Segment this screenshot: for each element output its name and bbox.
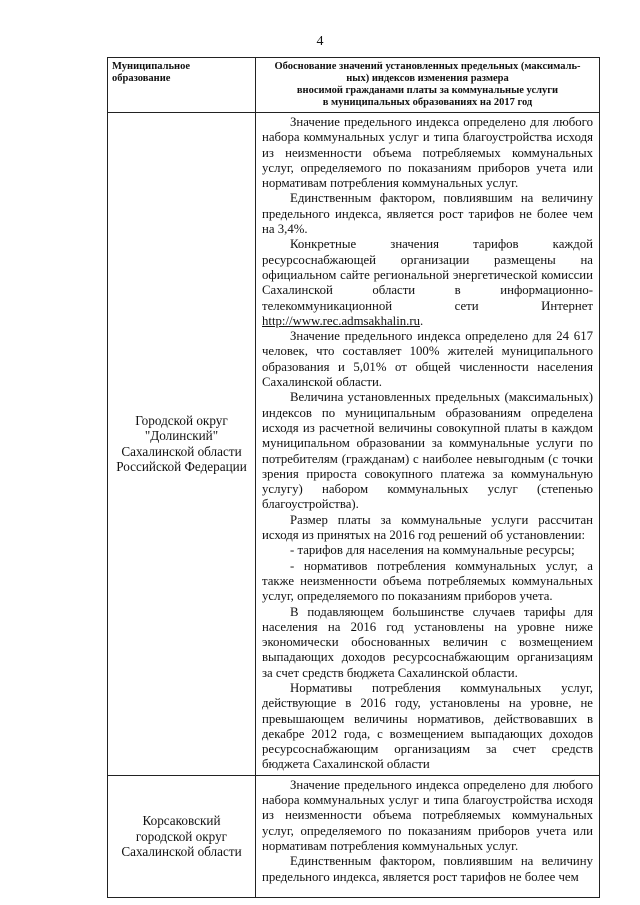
paragraph-text: Конкретные значения тарифов каждой ресурсоснабжающей организации размещены на официальном сайте региональной энергетической комиссии Сахалинской области в информационно-телекоммуникационной сети Интернет	[262, 237, 593, 313]
paragraph: Значение предельного индекса определено для любого набора коммунальных услуг и типа благоустройства исходя из неизменности объема потребляемых коммунальных услуг, определяемого по показаниям приборов учета или нормативам потребления коммунальных услуг.	[262, 115, 593, 191]
header-line: ных) индексов изменения размера	[346, 73, 509, 84]
paragraph: Нормативы потребления коммунальных услуг, действующие в 2016 году, установлены на уровне, не превышающем величины нормативов, действовавших в декабре 2012 года, с возмещением выпадающих доходов ресурсоснабжающим организациям за счет средств бюджета Сахалинской области	[262, 680, 593, 772]
table-row	[108, 775, 600, 897]
header-justification	[256, 58, 600, 113]
header-line: в муниципальных образованиях на 2017 год	[322, 97, 533, 108]
paragraph: В подавляющем большинстве случаев тарифы для населения на 2016 год установлены на уровне ниже экономически обоснованных величин с возмещением выпадающих доходов ресурсоснабжающим организациям за счет средств бюджета Сахалинской области.	[262, 604, 593, 680]
cell-content	[262, 778, 593, 895]
municipality-line: Российской Федерации	[116, 459, 247, 475]
paragraph: Значение предельного индекса определено для 24 617 человек, что составляет 100% жителей муниципального образования и 5,01% от общей численности населения Сахалинской области.	[262, 329, 593, 390]
municipality-line: "Долинский"	[144, 428, 219, 444]
paragraph: Величина установленных предельных (максимальных) индексов по муниципальным образованиям определена исходя из расчетной величины совокупной платы в каждом муниципальном образовании за коммунальные услуги по потребителям (гражданам) с наиболее невыгодным (с точки зрения прироста совокупного платежа за коммунальную услугу) набором коммунальных услуг (степенью благоустройства).	[262, 390, 593, 512]
paragraph: Размер платы за коммунальные услуги рассчитан исходя из принятых на 2016 год решений об установлении:	[262, 512, 593, 543]
page-number: 4	[316, 34, 324, 49]
table-header-row	[108, 58, 600, 113]
header-municipality: Муниципальное образование	[108, 58, 256, 113]
municipality-line: Сахалинской области	[121, 844, 242, 860]
municipality-cell	[108, 775, 256, 897]
table-row	[108, 113, 600, 776]
municipality-line: городской округ	[135, 828, 228, 844]
municipality-line: Сахалинской области	[121, 443, 242, 459]
list-item: - тарифов для населения на коммунальные ресурсы;	[290, 543, 575, 558]
paragraph: Конкретные значения тарифов каждой ресурсоснабжающей организации размещены на официальном сайте региональной энергетической комиссии Сахалинской области в информационно-телекоммуникационной сети Интернет http://www.rec.admsakhalin.ru.	[262, 237, 593, 328]
indices-table	[107, 57, 600, 898]
justification-cell	[256, 113, 600, 776]
header-line: вносимой гражданами платы за коммунальные услуги	[296, 85, 559, 96]
municipality-line: Корсаковский	[142, 813, 221, 829]
list-item: - нормативов потребления коммунальных услуг, а также неизменности объема потребляемых коммунальных услуг, определяемого по показаниям приборов учета.	[262, 558, 593, 604]
municipality-cell	[108, 113, 256, 776]
paragraph: Единственным фактором, повлиявшим на величину предельного индекса, является рост тарифов не более чем на 3,4%.	[262, 191, 593, 237]
header-line: Обоснование значений установленных предельных (максималь-	[274, 61, 581, 72]
municipality-line: Городской округ	[135, 412, 228, 428]
paragraph: Единственным фактором, повлиявшим на величину предельного индекса, является рост тарифов не более чем	[262, 854, 593, 884]
paragraph: Значение предельного индекса определено для любого набора коммунальных услуг и типа благоустройства исходя из неизменности объема потребляемых коммунальных услуг, определяемого по показаниям приборов учета или нормативам потребления коммунальных услуг.	[262, 777, 593, 853]
justification-cell	[256, 775, 600, 897]
rec-website-link[interactable]: http://www.rec.admsakhalin.ru	[262, 313, 421, 328]
